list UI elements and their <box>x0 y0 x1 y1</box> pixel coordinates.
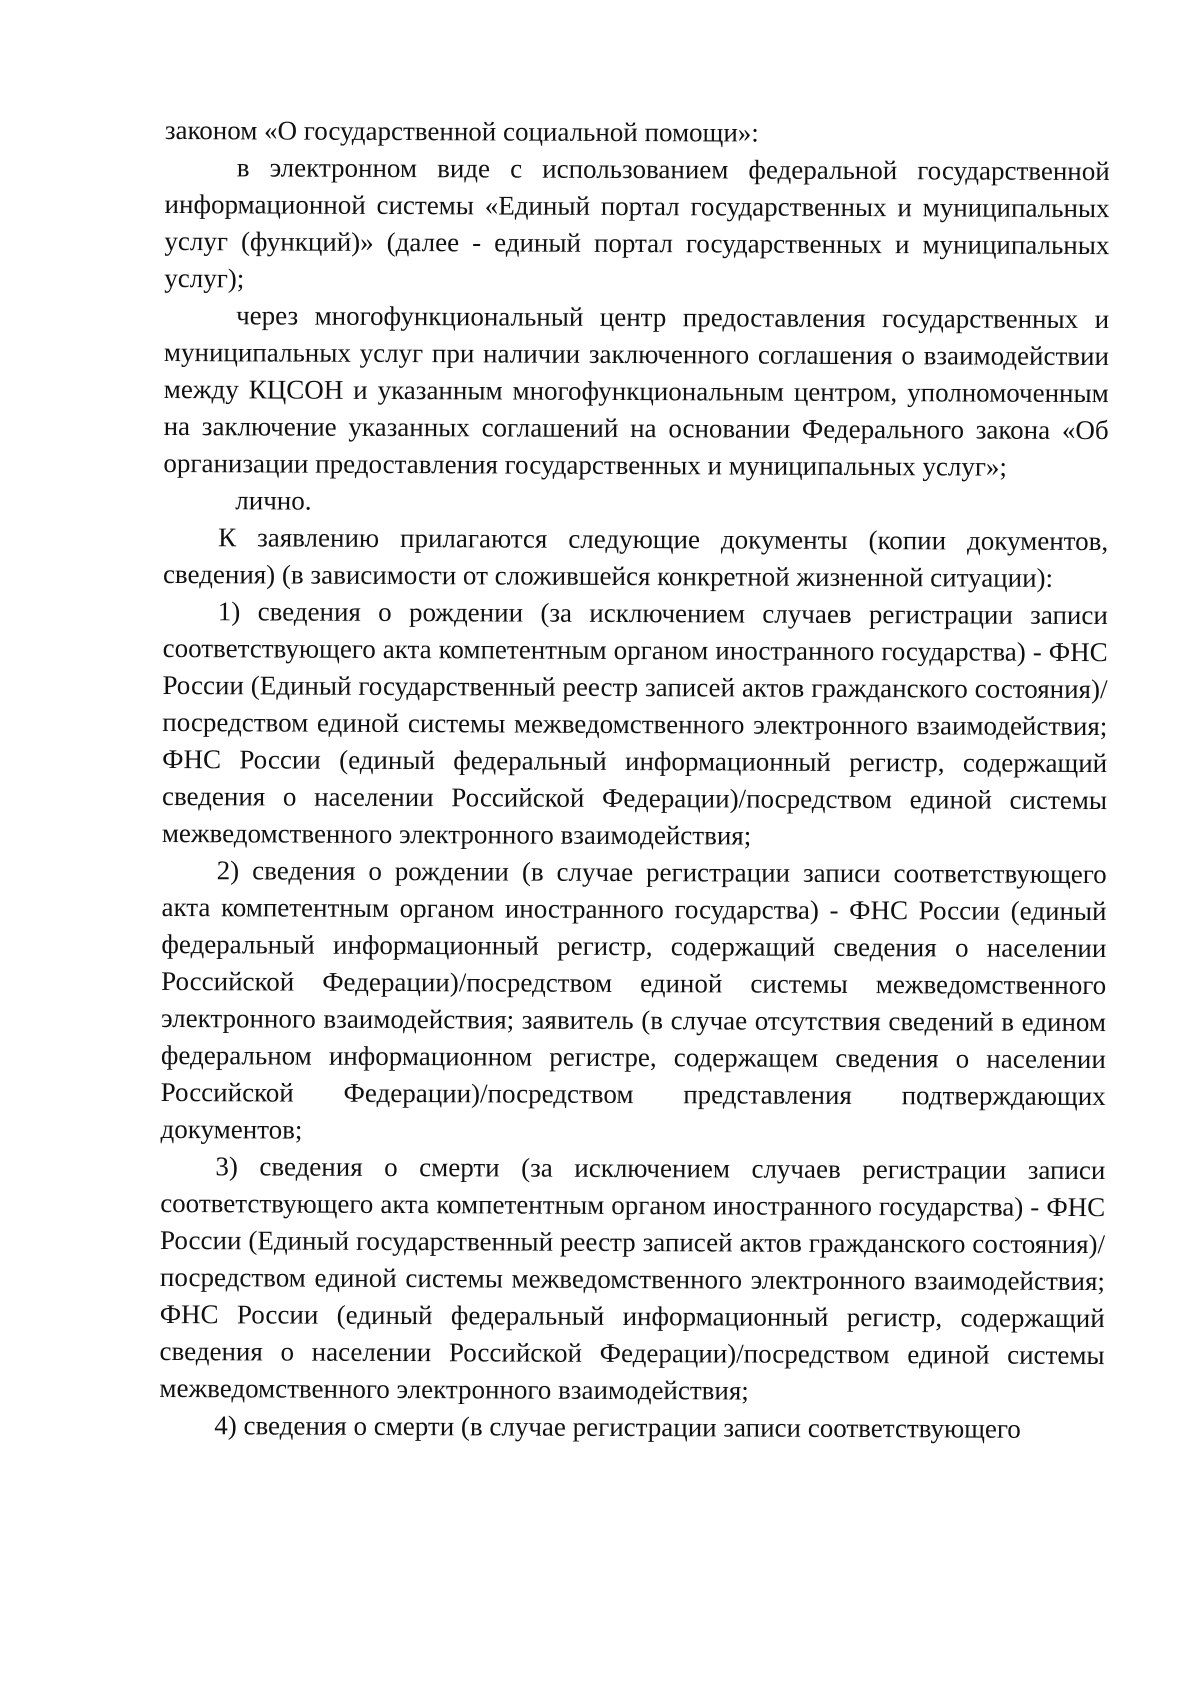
list-item-4-death-info-foreign: 4) сведения о смерти (в случае регистрации записи соответствующего <box>214 1410 1021 1444</box>
paragraph-documents-intro: К заявлению прилагаются следующие документы (копии документов, сведения) (в зависимости от сложившейся конкретной жизненной ситуации): <box>162 522 1109 593</box>
paragraph-in-person: лично. <box>235 485 312 516</box>
list-item-1-birth-info: 1) сведения о рождении (за исключением случаев регистрации записи соответствующего акта компетентным органом иностранного государства) - ФНС России (Единый государственный реестр записей актов гражданского состояния)/посредством единой системы межведомственного электронного взаимодействия; ФНС России (единый федеральный информационный регистр, содержащий сведения о населении Российской Федерации)/посредством единой системы межведомственного электронного взаимодействия; <box>161 596 1108 851</box>
paragraph-law-continuation: законом «О государственной социальной помощи»: <box>164 114 759 148</box>
list-item-2-birth-info-foreign: 2) сведения о рождении (в случае регистрации записи соответствующего акта компетентным органом иностранного государства) - ФНС России (единый федеральный информационный регистр, содержащий сведения о населении Российской Федерации)/посредством единой системы межведомственного электронного взаимодействия; заявитель (в случае отсутствия сведений в едином федеральном информационном регистре, содержащем сведения о населении Российской Федерации)/посредством представления подтверждающих документов; <box>160 855 1107 1145</box>
paragraph-mfc: через многофункциональный центр предоставления государственных и муниципальных услуг при наличии заключенного соглашения о взаимодействии между КЦСОН и указанным многофункциональным центром, уполномоченным на заключение указанных соглашений на основании Федерального закона «Об организации предоставления государственных и муниципальных услуг»; <box>163 300 1110 482</box>
list-item-3-death-info: 3) сведения о смерти (за исключением случаев регистрации записи соответствующего акта компетентным органом иностранного государства) - ФНС России (Единый государственный реестр записей актов гражданского состояния)/посредством единой системы межведомственного электронного взаимодействия; ФНС России (единый федеральный информационный регистр, содержащий сведения о населении Российской Федерации)/посредством единой системы межведомственного электронного взаимодействия; <box>159 1151 1106 1406</box>
paragraph-electronic-form: в электронном виде с использованием федеральной государственной информационной системы «Единый портал государственных и муниципальных услуг (функций)» (далее - единый портал государственных и муниципальных услуг); <box>164 152 1110 294</box>
document-body <box>159 112 1110 1448</box>
